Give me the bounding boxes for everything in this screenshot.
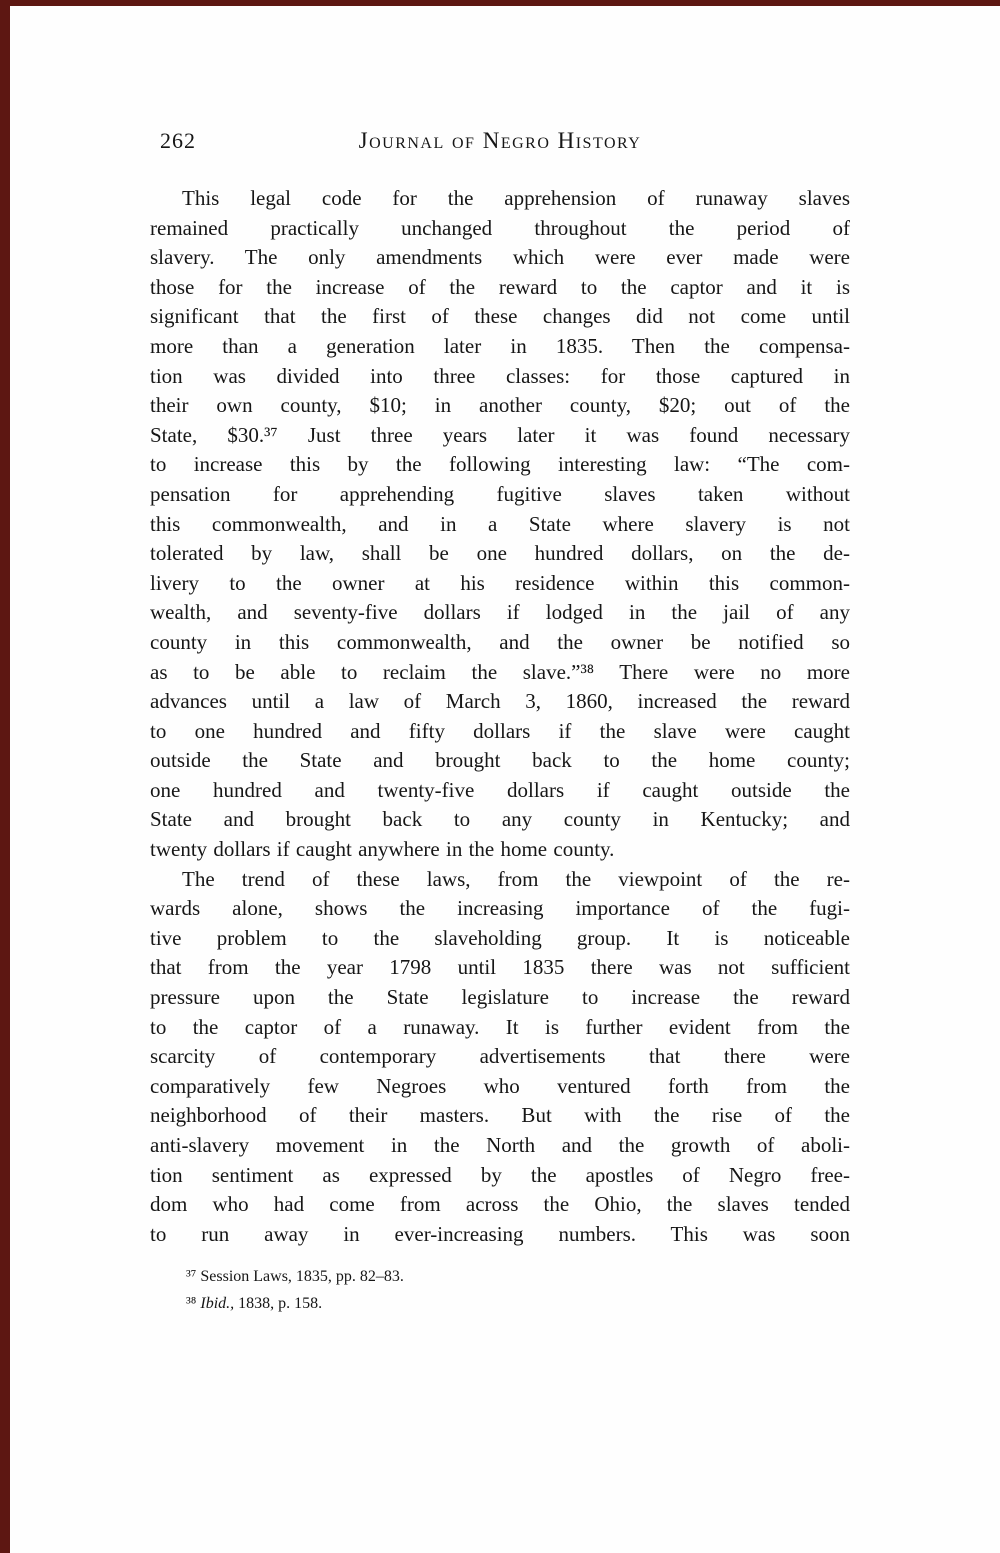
scan-edge-left xyxy=(0,0,10,1553)
text-line: significant that the first of these changes did not come until xyxy=(150,304,850,329)
text-line: comparatively few Negroes who ventured forth from the xyxy=(150,1073,850,1098)
journal-title: Journal of Negro History xyxy=(358,128,642,153)
footnote-marker: ³⁸ xyxy=(186,1295,197,1313)
text-line: to run away in ever-increasing numbers. This was soon xyxy=(150,1221,850,1246)
text-line: This legal code for the apprehension of runaway slaves xyxy=(182,186,850,210)
text-line: wards alone, shows the increasing importance of the fugi- xyxy=(150,896,850,921)
page-content xyxy=(150,128,850,1317)
text-line: outside the State and brought back to the home county; xyxy=(150,748,850,773)
text-line: remained practically unchanged throughout the period of xyxy=(150,215,850,240)
text-line: scarcity of contemporary advertisements that there were xyxy=(150,1044,850,1069)
text-line: tolerated by law, shall be one hundred dollars, on the de- xyxy=(150,541,850,566)
text-line: pensation for apprehending fugitive slaves taken without xyxy=(150,481,850,506)
page-body xyxy=(150,184,850,1249)
page-number: 262 xyxy=(160,128,196,153)
text-line: to one hundred and fifty dollars if the slave were caught xyxy=(150,718,850,743)
text-line: anti-slavery movement in the North and the growth of aboli- xyxy=(150,1133,850,1157)
text-line: wealth, and seventy-five dollars if lodged in the jail of any xyxy=(150,600,850,625)
text-line: livery to the owner at his residence within this common- xyxy=(150,570,850,595)
text-line: dom who had come from across the Ohio, the slaves tended xyxy=(150,1192,850,1217)
text-line: one hundred and twenty-five dollars if caught outside the xyxy=(150,777,850,802)
footnotes xyxy=(186,1263,850,1317)
text-line: that from the year 1798 until 1835 there was not sufficient xyxy=(150,955,850,980)
running-head xyxy=(150,128,850,154)
footnote-text: 1838, p. 158. xyxy=(238,1295,323,1313)
text-line: their own county, $10; in another county, $20; out of the xyxy=(150,393,850,418)
text-line: State, $30.³⁷ Just three years later it was found necessary xyxy=(150,422,850,447)
text-line: this commonwealth, and in a State where slavery is not xyxy=(150,511,850,536)
text-line: pressure upon the State legislature to increase the reward xyxy=(150,985,850,1010)
footnote xyxy=(186,1290,850,1317)
footnote-source-italic: Ibid., xyxy=(200,1295,239,1313)
text-line: tive problem to the slaveholding group. It is noticeable xyxy=(150,925,850,950)
text-line: tion was divided into three classes: for those captured in xyxy=(150,363,850,388)
text-line: advances until a law of March 3, 1860, increased the reward xyxy=(150,689,850,714)
footnote-marker: ³⁷ xyxy=(186,1268,197,1286)
text-line: The trend of these laws, from the viewpoint of the re- xyxy=(182,866,850,891)
text-line: to increase this by the following interesting law: “The com- xyxy=(150,452,850,477)
text-line: county in this commonwealth, and the owner be notified so xyxy=(150,629,850,654)
text-line: neighborhood of their masters. But with the rise of the xyxy=(150,1103,850,1128)
text-line: to the captor of a runaway. It is further evident from the xyxy=(150,1014,850,1039)
text-line: twenty dollars if caught anywhere in the home county. xyxy=(150,837,615,862)
text-line: tion sentiment as expressed by the apostles of Negro free- xyxy=(150,1162,850,1187)
text-line: more than a generation later in 1835. Then the compensa- xyxy=(150,333,850,358)
footnote-text: Session Laws, 1835, pp. 82–83. xyxy=(200,1268,404,1286)
text-line: slavery. The only amendments which were ever made were xyxy=(150,245,850,270)
text-line: as to be able to reclaim the slave.”³⁸ There were no more xyxy=(150,659,850,684)
footnote xyxy=(186,1263,850,1290)
text-line: those for the increase of the reward to the captor and it is xyxy=(150,274,850,299)
scan-edge-top xyxy=(0,0,1000,6)
text-line: State and brought back to any county in Kentucky; and xyxy=(150,807,850,832)
